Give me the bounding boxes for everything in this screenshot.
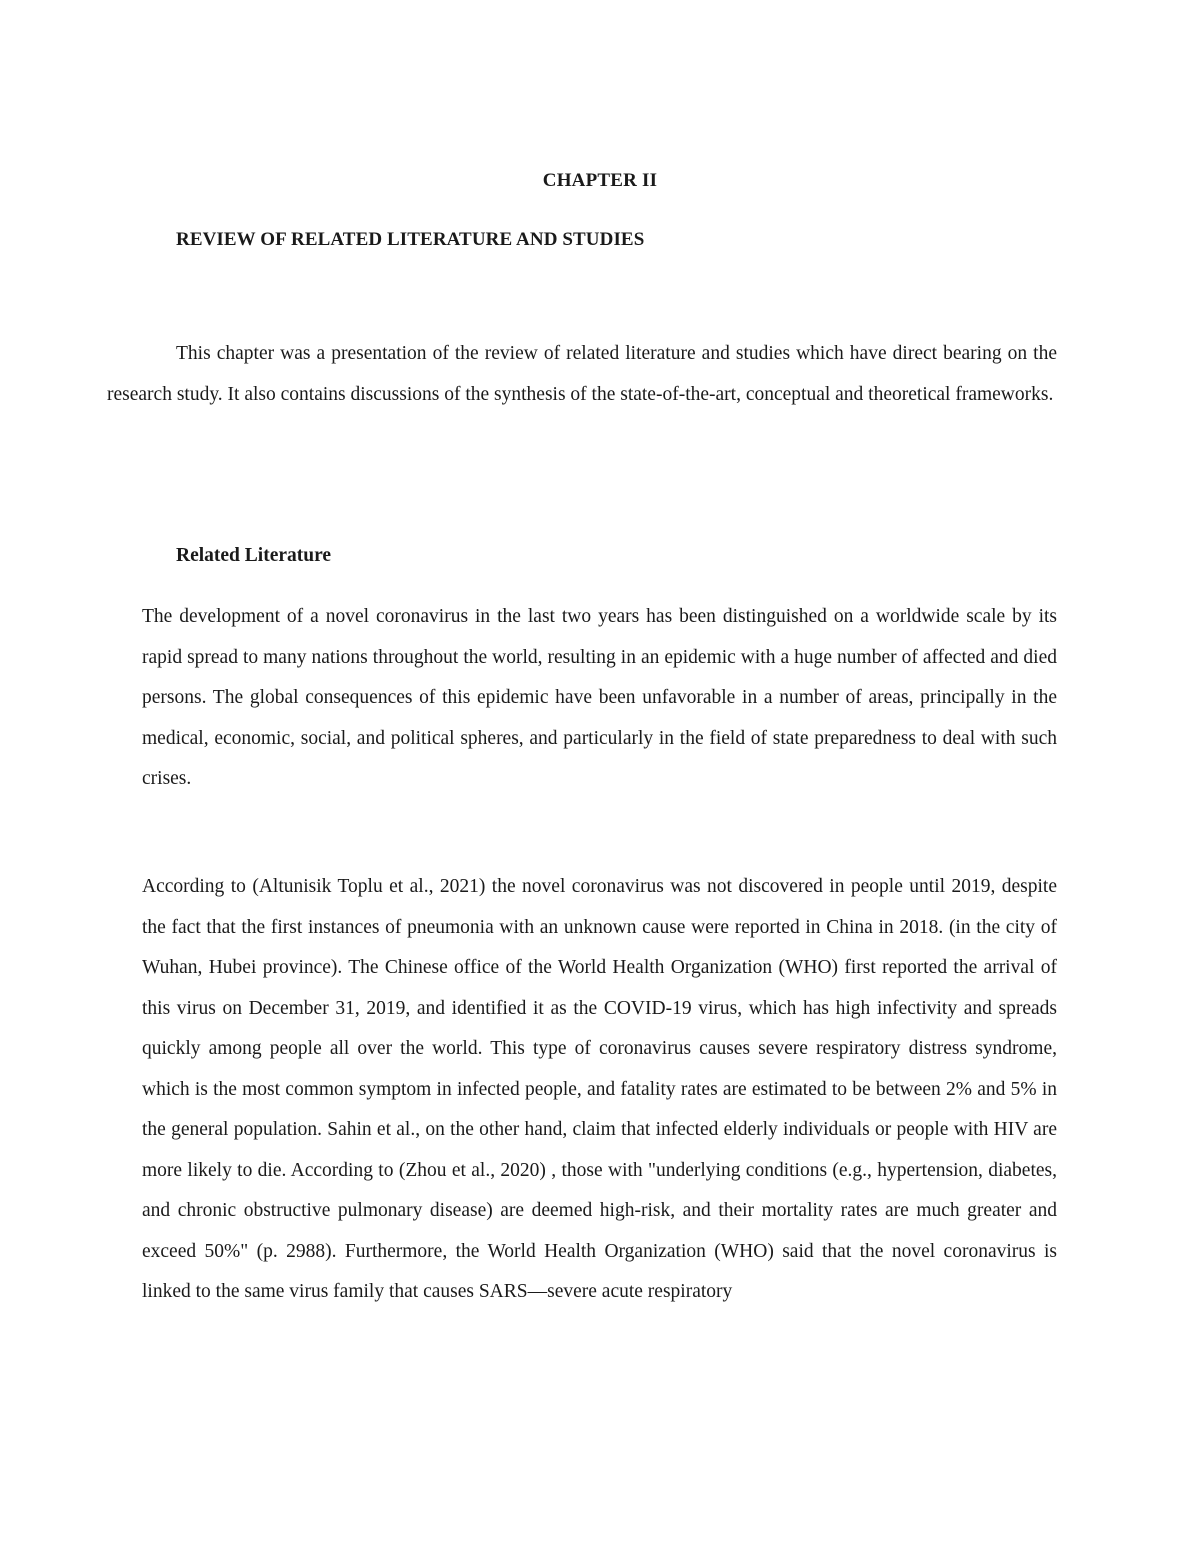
chapter-title: CHAPTER II <box>542 170 658 191</box>
intro-paragraph: This chapter was a presentation of the review of related literature and studies which have direct bearing on the research study. It also contains discussions of the synthesis of the state-of-the-art, conceptual and theoretical frameworks. <box>107 343 1057 405</box>
literature-paragraph-2: According to (Altunisik Toplu et al., 2021) the novel coronavirus was not discovered in people until 2019, despite the fact that the first instances of pneumonia with an unknown cause were reported in China in 2018. (in the city of Wuhan, Hubei province). The Chinese office of the World Health Organization (WHO) first reported the arrival of this virus on December 31, 2019, and identified it as the COVID-19 virus, which has high infectivity and spreads quickly among people all over the world. This type of coronavirus causes severe respiratory distress syndrome, which is the most common symptom in infected people, and fatality rates are estimated to be between 2% and 5% in the general population. Sahin et al., on the other hand, claim that infected elderly individuals or people with HIV are more likely to die. According to (Zhou et al., 2020) , those with "underlying conditions (e.g., hypertension, diabetes, and chronic obstructive pulmonary disease) are deemed high-risk, and their mortality rates are much greater and exceed 50%" (p. 2988). Furthermore, the World Health Organization (WHO) said that the novel coronavirus is linked to the same virus family that causes SARS—severe acute respiratory <box>142 876 1057 1302</box>
literature-paragraph-1: The development of a novel coronavirus in the last two years has been distinguished on a worldwide scale by its rapid spread to many nations throughout the world, resulting in an epidemic with a huge number of affected and died persons. The global consequences of this epidemic have been unfavorable in a number of areas, principally in the medical, economic, social, and political spheres, and particularly in the field of state preparedness to deal with such crises. <box>142 606 1057 789</box>
chapter-subtitle: REVIEW OF RELATED LITERATURE AND STUDIES <box>176 229 645 250</box>
section-heading: Related Literature <box>176 545 332 566</box>
